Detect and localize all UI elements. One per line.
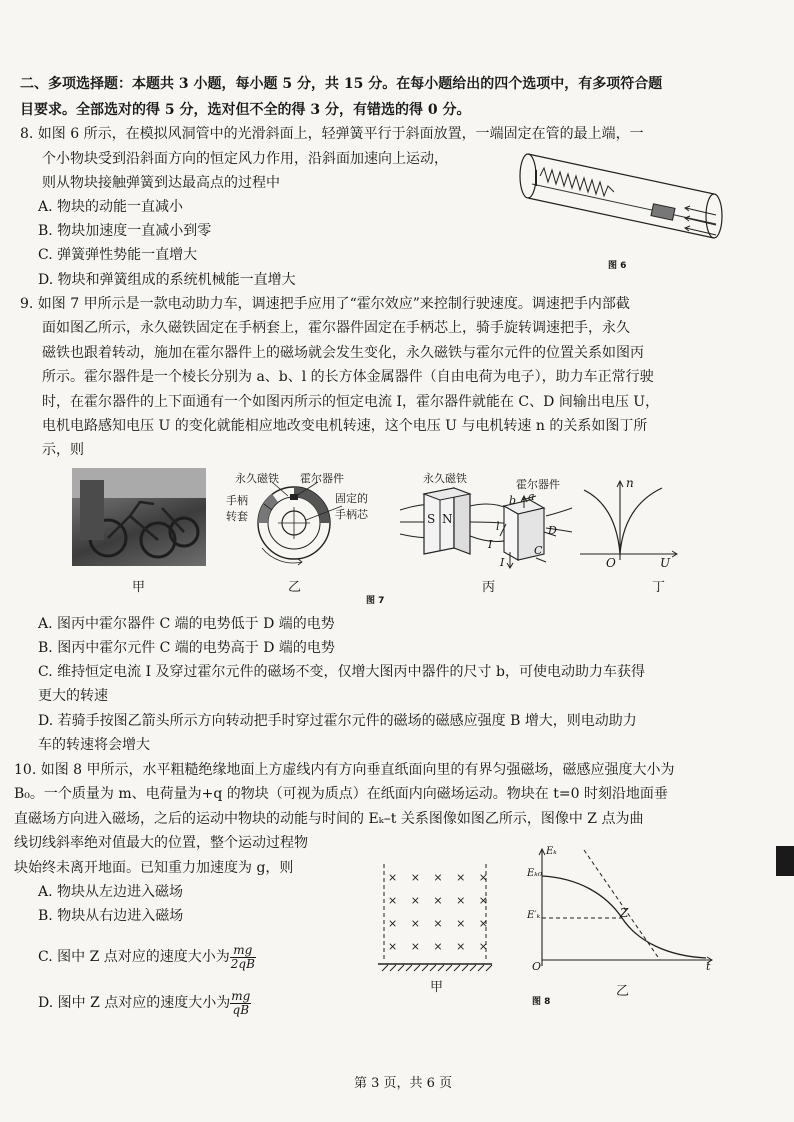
field-cross: ×	[410, 917, 420, 930]
q8-option-b: B. 物块加速度一直减小到零	[38, 223, 212, 239]
figure-7-label-handle-core: 手柄芯	[335, 508, 368, 521]
figure-7-label-N: N	[442, 512, 453, 526]
field-row	[388, 912, 488, 935]
figure-7-axis-n: n	[626, 476, 634, 490]
q9-option-d-line-1: D. 若骑手按图乙箭头所示方向转动把手时穿过霍尔元件的磁场的磁感应强度 B 增大，则电动助力	[38, 713, 637, 729]
figure-7-label-sleeve: 转套	[226, 510, 248, 523]
q10-stem-line-1: 10. 如图 8 甲所示，水平粗糙绝缘地面上方虚线内有方向垂直纸面向里的有界匀强磁场，磁感应强度大小为	[14, 762, 675, 778]
q9-option-b: B. 图丙中霍尔元件 C 端的电势高于 D 端的电势	[38, 640, 335, 656]
field-cross: ×	[388, 894, 398, 907]
figure-8-label-yi: 乙	[616, 984, 630, 999]
q10-option-c-numerator: mg	[230, 944, 256, 958]
field-cross: ×	[433, 894, 443, 907]
q10-stem-line-2: B₀。一个质量为 m、电荷量为+q 的物块（可视为质点）在纸面内向磁场运动。物块在 t=0 时刻沿地面垂	[14, 786, 668, 802]
q10-stem-line-3: 直磁场方向进入磁场，之后的运动中物块的动能与时间的 Eₖ–t 关系图像如图乙所示，图像中 Z 点为曲	[14, 811, 644, 827]
figure-8-point-Z: Z	[620, 906, 629, 920]
figure-8-field-crosses	[388, 866, 488, 958]
field-cross: ×	[478, 871, 488, 884]
q9-stem-line-6: 电机电路感知电压 U 的变化就能相应地改变电机转速，这个电压 U 与电机转速 n 的关系如图丁所	[42, 418, 648, 434]
q9-stem-line-3: 磁铁也跟着转动，施加在霍尔器件上的磁场就会发生变化，永久磁铁与霍尔元件的位置关系如图丙	[42, 345, 644, 361]
section-heading-line-2: 目要求。全部选对的得 5 分，选对但不全的得 3 分，有错选的得 0 分。	[20, 102, 471, 118]
q10-option-d-fraction	[230, 990, 251, 1017]
figure-7-label-yi: 乙	[288, 580, 302, 595]
q10-option-d-text: D. 图中 Z 点对应的速度大小为	[38, 995, 231, 1011]
figure-7-axis-U: U	[660, 556, 671, 570]
figure-8-axis-Ek0: Eₖ₀	[527, 868, 542, 879]
field-cross: ×	[456, 871, 466, 884]
field-cross: ×	[433, 871, 443, 884]
q10-option-d	[38, 988, 251, 1018]
figure-8-axis-t: t	[706, 960, 711, 973]
field-cross: ×	[478, 940, 488, 953]
q8-option-a: A. 物块的动能一直减小	[38, 199, 184, 215]
q10-option-c-text: C. 图中 Z 点对应的速度大小为	[38, 949, 230, 965]
q9-stem-line-7: 示，则	[42, 442, 84, 458]
q8-stem-line-2: 个小物块受到沿斜面方向的恒定风力作用，沿斜面加速向上运动，	[42, 151, 448, 167]
figure-6-caption: 图 6	[608, 261, 627, 271]
q8-stem-line-3: 则从物块接触弹簧到达最高点的过程中	[42, 175, 280, 191]
q9-stem-line-5: 时，在霍尔器件的上下面通有一个如图丙所示的恒定电流 I，霍尔器件就能在 C、D 间输出电压 U，	[42, 394, 660, 410]
field-cross: ×	[410, 871, 420, 884]
q10-option-c	[38, 942, 256, 972]
field-cross: ×	[410, 894, 420, 907]
q9-option-c-line-2: 更大的转速	[38, 688, 108, 704]
field-cross: ×	[456, 894, 466, 907]
q9-option-a: A. 图丙中霍尔器件 C 端的电势低于 D 端的电势	[38, 616, 335, 632]
figure-7-label-a: a	[528, 490, 535, 503]
field-row	[388, 935, 488, 958]
figure-7-bing-label-magnet: 永久磁铁	[423, 472, 467, 485]
page-footer: 第 3 页，共 6 页	[354, 1076, 453, 1091]
figure-7-label-jia: 甲	[132, 580, 146, 595]
field-cross: ×	[456, 940, 466, 953]
q10-option-d-numerator: mg	[231, 988, 251, 1003]
figure-7-bing-label-hall: 霍尔器件	[516, 478, 560, 491]
q9-option-d-line-2: 车的转速将会增大	[38, 737, 150, 753]
q9-stem-line-1: 9. 如图 7 甲所示是一款电动助力车，调速把手应用了“霍尔效应”来控制行驶速度。调速把手内部截	[20, 296, 630, 312]
section-heading-line-1: 二、多项选择题：本题共 3 小题，每小题 5 分，共 15 分。在每小题给出的四个选项中，有多项符合题	[20, 76, 663, 92]
page-edge-tab-mark	[776, 846, 794, 876]
field-cross: ×	[388, 940, 398, 953]
figure-7-label-bing: 丙	[482, 580, 496, 595]
figure-7-label-b: b	[509, 494, 517, 507]
q8-option-d: D. 物块和弹簧组成的系统机械能一直增大	[38, 272, 296, 288]
q10-option-c-fraction	[230, 944, 256, 971]
q10-option-c-denominator: 2qB	[230, 956, 255, 971]
field-cross: ×	[433, 917, 443, 930]
q9-stem-line-4: 所示。霍尔器件是一个棱长分别为 a、b、l 的长方体金属器件（自由电荷为电子），助力车正常行驶	[42, 369, 654, 385]
figure-7-label-hall-device: 霍尔器件	[300, 472, 344, 485]
figure-6-wind-tunnel	[518, 146, 730, 246]
figure-7-label-ding: 丁	[652, 580, 666, 595]
field-cross: ×	[456, 917, 466, 930]
figure-8-caption: 图 8	[532, 997, 551, 1007]
figure-8-label-jia: 甲	[430, 980, 444, 995]
figure-7-label-current-bottom: I	[500, 556, 505, 569]
figure-7-photo-ebike	[72, 468, 206, 566]
field-cross: ×	[410, 940, 420, 953]
field-cross: ×	[433, 940, 443, 953]
figure-7-label-handle: 手柄	[226, 494, 248, 507]
figure-8-axis-Ek: Eₖ	[546, 846, 557, 857]
figure-7-label-permanent-magnet: 永久磁铁	[235, 472, 279, 485]
figure-7-label-D: D	[548, 524, 557, 537]
q8-stem-line-1: 8. 如图 6 所示，在模拟风洞管中的光滑斜面上，轻弹簧平行于斜面放置，一端固定在管的最上端，一	[20, 126, 644, 142]
q10-option-b: B. 物块从右边进入磁场	[38, 908, 184, 924]
field-cross: ×	[478, 894, 488, 907]
figure-7-label-S: S	[427, 512, 436, 526]
field-cross: ×	[388, 917, 398, 930]
q10-stem-line-5: 块始终未离开地面。已知重力加速度为 g，则	[14, 860, 294, 876]
field-cross: ×	[478, 917, 488, 930]
field-row	[388, 866, 488, 889]
q10-option-d-denominator: qB	[232, 1002, 250, 1017]
field-cross: ×	[388, 871, 398, 884]
figure-7-axis-origin: O	[606, 556, 616, 570]
q10-option-a: A. 物块从左边进入磁场	[38, 884, 184, 900]
q8-option-c: C. 弹簧弹性势能一直增大	[38, 247, 198, 263]
q9-option-c-line-1: C. 维持恒定电流 I 及穿过霍尔元件的磁场不变，仅增大图丙中器件的尺寸 b，可使电动助力车获得	[38, 664, 645, 680]
figure-8-axis-origin: O	[532, 960, 542, 973]
field-row	[388, 889, 488, 912]
figure-7-label-current-arrow: I	[488, 538, 493, 551]
figure-7-label-C: C	[534, 544, 543, 557]
figure-7-caption: 图 7	[366, 596, 385, 606]
figure-7-label-fixed: 固定的	[335, 492, 368, 505]
figure-8-axis-Ek1: E′ₖ	[527, 910, 541, 921]
q9-stem-line-2: 面如图乙所示，永久磁铁固定在手柄套上，霍尔器件固定在手柄芯上，骑手旋转调速把手，永久	[42, 320, 630, 336]
q10-stem-line-4: 线切线斜率绝对值最大的位置，整个运动过程物	[14, 835, 308, 851]
figure-7-label-l: l	[496, 520, 500, 533]
